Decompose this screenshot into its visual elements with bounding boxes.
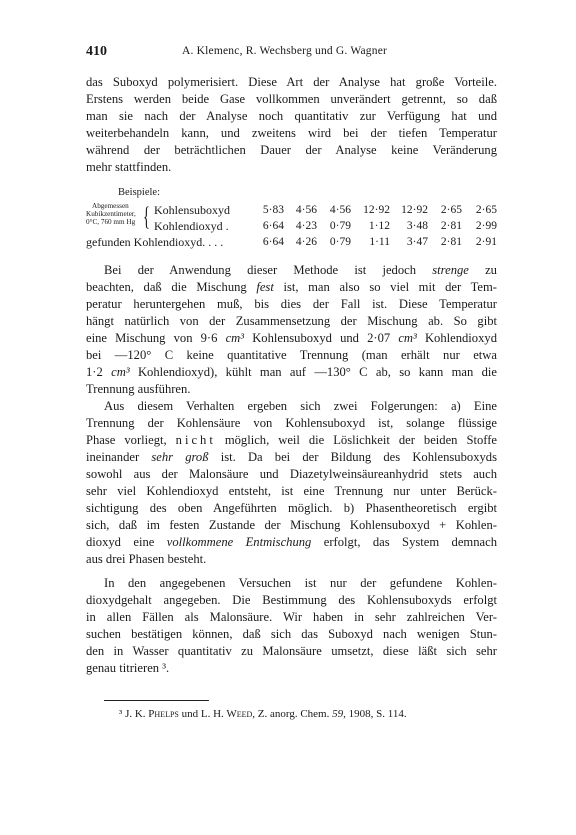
body-line: beachten, daß die Mischung fest ist, man also so viel mit der Tem- bbox=[86, 280, 497, 294]
body-line: während der beträchtlichen Dauer der Analyse keine Veränderung bbox=[86, 143, 497, 157]
body-line: sehr viel Kohlendioxyd entsteht, ist eine Trennung nur unter Berück- bbox=[86, 484, 497, 498]
body-line: dioxyd eine vollkommene Entmischung erfolgt, das System demnach bbox=[86, 535, 497, 549]
examples-label: Beispiele: bbox=[118, 187, 160, 198]
table-cell: 0·79 bbox=[329, 236, 351, 248]
body-line: hängt natürlich von der Zusammensetzung der Mischung ab. So gibt bbox=[86, 314, 497, 328]
table-cell: 3·48 bbox=[406, 220, 428, 232]
body-line: dioxydgehalt angegeben. Die Bestimmung des Kohlensuboxyds erfolgt bbox=[86, 593, 497, 607]
table-cell: 1·11 bbox=[369, 236, 390, 248]
table-cell: 4·56 bbox=[329, 204, 351, 216]
table-cell: 12·92 bbox=[363, 204, 390, 216]
body-line: 1·2 cm³ Kohlendioxyd), kühlt man auf —130° C ab, so kann man die bbox=[86, 365, 497, 379]
table-cell: 4·56 bbox=[295, 204, 317, 216]
group-label-line: 0°C, 760 mm Hg bbox=[86, 218, 136, 226]
body-line: Aus diesem Verhalten ergeben sich zwei Folgerungen: a) Eine bbox=[104, 399, 497, 413]
body-line: Erstens werden beide Gase vollkommen unverändert getrennt, so daß bbox=[86, 92, 497, 106]
group-label-line: Abgemessen bbox=[92, 202, 129, 210]
body-line: Trennung ausführen. bbox=[86, 382, 191, 396]
table-cell: 6·64 bbox=[262, 236, 284, 248]
running-head: A. Klemenc, R. Wechsberg und G. Wagner bbox=[182, 45, 388, 57]
table-cell: 2·91 bbox=[475, 236, 497, 248]
page-number: 410 bbox=[86, 44, 107, 59]
emphasis: vollkommene Entmischung bbox=[166, 535, 312, 549]
table-row-label: Kohlensuboxyd bbox=[154, 203, 230, 217]
table-cell: 2·81 bbox=[440, 236, 462, 248]
table-row-label: Kohlendioxyd . bbox=[154, 219, 229, 233]
table-cell: 4·26 bbox=[295, 236, 317, 248]
body-line: ineinander sehr groß ist. Da bei der Bildung des Kohlensuboxyds bbox=[86, 450, 497, 464]
body-line: aus drei Phasen besteht. bbox=[86, 552, 207, 566]
table-cell: 1·12 bbox=[368, 220, 390, 232]
body-line: in allen Fällen als Malonsäure. Wir haben in sehr zahlreichen Ver- bbox=[86, 610, 497, 624]
body-line: Bei der Anwendung dieser Methode ist jedoch strenge zu bbox=[104, 263, 497, 277]
body-line: peratur heruntergehen muß, bis dies der Fall ist. Diese Temperatur bbox=[86, 297, 497, 311]
table-cell: 4·23 bbox=[295, 220, 317, 232]
body-line: bei —120° C keine quantitative Trennung (man erhält nur etwa bbox=[86, 348, 497, 362]
body-line: eine Mischung von 9·6 cm³ Kohlensuboxyd und 2·07 cm³ Kohlendioxyd bbox=[86, 331, 497, 345]
body-line: sich, daß im festen Zustande der Mischung Kohlensuboxyd + Kohlen- bbox=[86, 518, 497, 532]
body-line: sowohl aus der Malonsäure und Diazetylweinsäureanhydrid stets auch bbox=[86, 467, 497, 481]
emphasis: strenge bbox=[432, 263, 469, 277]
page-header bbox=[86, 44, 496, 58]
emphasis: sehr groß bbox=[151, 450, 209, 464]
table-cell: 2·81 bbox=[440, 220, 462, 232]
body-line: sichtigung des oben Angeführten möglich. b) Phasentheoretisch ergibt bbox=[86, 501, 497, 515]
body-line: man sie nach der Analyse noch quantitativ zur Verfügung hat und bbox=[86, 109, 497, 123]
footnote-rule bbox=[104, 700, 209, 701]
table-cell: 3·47 bbox=[406, 236, 428, 248]
table-cell: 2·65 bbox=[475, 204, 497, 216]
body-line: das Suboxyd polymerisiert. Diese Art der Analyse hat große Vorteile. bbox=[86, 75, 497, 89]
table-cell: 0·79 bbox=[329, 220, 351, 232]
body-line: den in Wasser quantitativ zu Malonsäure umsetzt, diese läßt sich sehr bbox=[86, 644, 497, 658]
body-line: mehr stattfinden. bbox=[86, 160, 172, 174]
body-line: Trennung der Kohlensäure von Kohlensuboxyd ist, solange flüssige bbox=[86, 416, 497, 430]
table-cell: 6·64 bbox=[262, 220, 284, 232]
emphasis: fest bbox=[256, 280, 274, 294]
body-line: suchen bestätigen können, daß sich das Suboxyd nach wenigen Stun- bbox=[86, 627, 497, 641]
table-cell: 2·65 bbox=[440, 204, 462, 216]
body-line: Phase vorliegt, nicht möglich, weil die Löslichkeit der beiden Stoffe bbox=[86, 433, 497, 447]
group-label-line: Kubikzentimeter, bbox=[86, 210, 136, 218]
brace-glyph: { bbox=[143, 202, 150, 231]
spaced-emphasis: nicht bbox=[175, 433, 216, 447]
table-cell: 2·99 bbox=[475, 220, 497, 232]
body-line: genau titrieren ³. bbox=[86, 661, 170, 675]
table-cell: 5·83 bbox=[262, 204, 284, 216]
footnote-marker: ³ bbox=[119, 708, 123, 720]
table-row-label: gefunden Kohlendioxyd. . . . bbox=[86, 235, 224, 249]
table-cell: 12·92 bbox=[401, 204, 428, 216]
body-line: weiterbehandeln kann, und zweitens wird bei der tiefen Temperatur bbox=[86, 126, 497, 140]
footnote: ³ J. K. Phelps und L. H. Weed, Z. anorg. Chem. 59, 1908, S. 114. bbox=[119, 708, 407, 720]
body-line: In den angegebenen Versuchen ist nur der gefundene Kohlen- bbox=[104, 576, 497, 590]
